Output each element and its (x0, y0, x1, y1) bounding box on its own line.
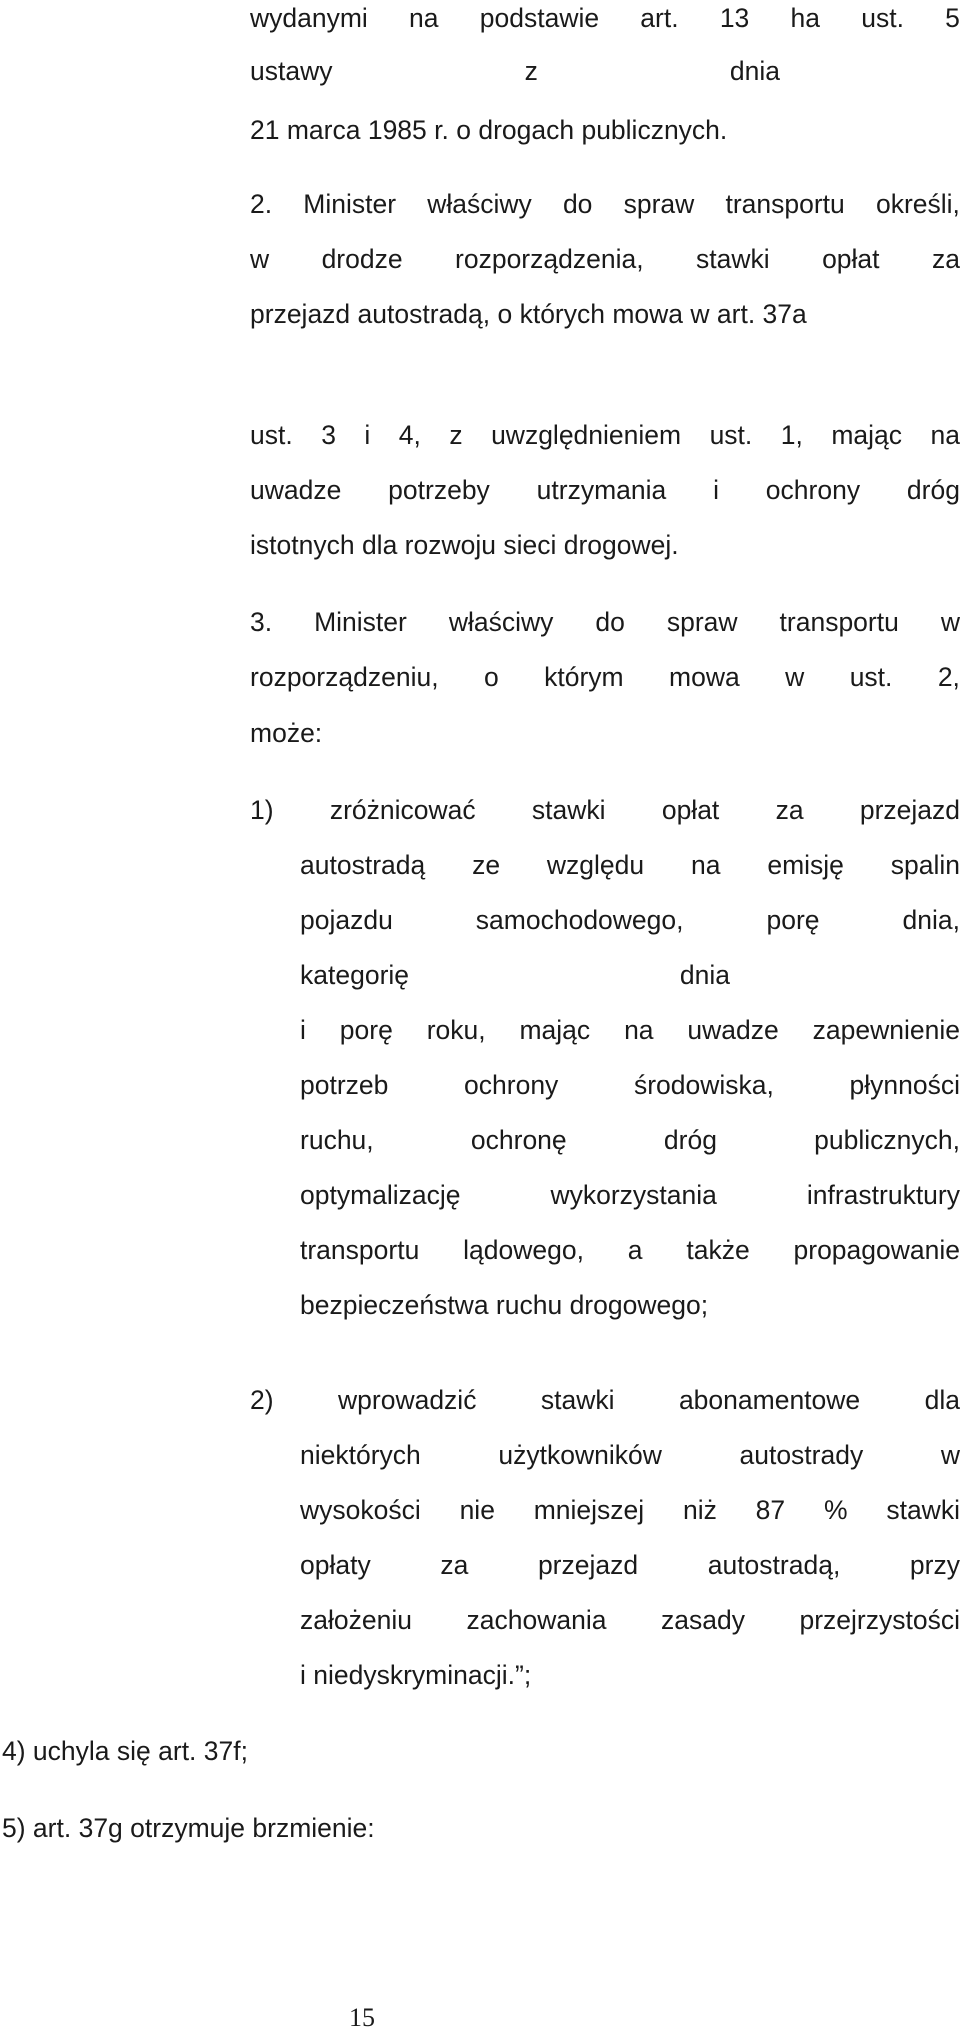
word: 2. (250, 189, 273, 219)
text-line (250, 5, 960, 32)
word: stawki (540, 1385, 615, 1415)
text-line (300, 1237, 960, 1264)
word: porę (339, 1015, 393, 1045)
word: ustawy (250, 56, 333, 86)
word: i (300, 1015, 306, 1045)
word: Minister (314, 607, 407, 637)
text-line (250, 664, 960, 691)
word: abonamentowe (678, 1385, 861, 1415)
word: za (775, 795, 804, 825)
text-line (300, 1442, 960, 1469)
word: porę (766, 905, 820, 935)
word: mając (519, 1015, 591, 1045)
word: potrzeby (388, 475, 490, 505)
word: płynności (849, 1070, 960, 1100)
word: 4, (398, 420, 421, 450)
word: publicznych, (814, 1125, 960, 1155)
word: infrastruktury (806, 1180, 960, 1210)
word: na (691, 850, 721, 880)
word: określi, (875, 189, 960, 219)
word: propagowanie (793, 1235, 960, 1265)
text-line: przejazd autostradą, o których mowa w art. 37a (250, 299, 807, 329)
text-line: 21 marca 1985 r. o drogach publicznych. (250, 115, 728, 145)
word: rozporządzeniu, (250, 662, 439, 692)
word: ze (472, 850, 501, 880)
word: 5 (945, 3, 960, 33)
word: autostradą (300, 850, 426, 880)
word: na (409, 3, 439, 33)
text-line: 4) uchyla się art. 37f; (2, 1736, 248, 1766)
word: dnia (679, 960, 730, 990)
word: w (250, 244, 270, 274)
word: kategorię (300, 960, 410, 990)
word: 2) (250, 1385, 274, 1415)
word: zapewnienie (812, 1015, 960, 1045)
word: nie (459, 1495, 495, 1525)
word: 3. (250, 607, 273, 637)
word: drodze (321, 244, 403, 274)
page-number: 15 (349, 2003, 375, 2032)
word: do (562, 189, 593, 219)
text-line (250, 191, 960, 218)
word: mniejszej (533, 1495, 645, 1525)
text-line (250, 477, 960, 504)
word: zachowania (466, 1605, 607, 1635)
word: przy (909, 1550, 960, 1580)
word: transportu (300, 1235, 420, 1265)
word: niż (682, 1495, 717, 1525)
word: wysokości (300, 1495, 421, 1525)
text-line (250, 1387, 960, 1414)
word: założeniu (300, 1605, 412, 1635)
word: ust. (250, 420, 293, 450)
word: stawki (531, 795, 606, 825)
text-line (250, 609, 960, 636)
word: emisję (767, 850, 844, 880)
word: niektórych (300, 1440, 421, 1470)
word: spalin (890, 850, 960, 880)
word: uwadze (250, 475, 342, 505)
word: opłat (661, 795, 720, 825)
word: ust. (709, 420, 753, 450)
word: właściwy (427, 189, 532, 219)
word: 87 (755, 1495, 786, 1525)
word: za (440, 1550, 469, 1580)
word: właściwy (448, 607, 554, 637)
word: przejrzystości (799, 1605, 960, 1635)
text-line (300, 1072, 960, 1099)
text-line (300, 962, 730, 989)
word: i (364, 420, 371, 450)
word: optymalizację (300, 1180, 461, 1210)
text-line: istotnych dla rozwoju sieci drogowej. (250, 530, 679, 560)
word: wydanymi (250, 3, 368, 33)
text-line (250, 58, 780, 85)
word: roku, (426, 1015, 486, 1045)
text-line (250, 797, 960, 824)
word: do (595, 607, 625, 637)
word: przejazd (537, 1550, 639, 1580)
word: ochrony (765, 475, 861, 505)
word: 3 (321, 420, 336, 450)
word: i (713, 475, 719, 505)
word: także (686, 1235, 750, 1265)
word: transportu (779, 607, 899, 637)
word: rozporządzenia, (455, 244, 644, 274)
word: wykorzystania (550, 1180, 717, 1210)
word: mowa (669, 662, 740, 692)
word: spraw (623, 189, 695, 219)
text-line: bezpieczeństwa ruchu drogowego; (300, 1290, 709, 1320)
word: podstawie (479, 3, 600, 33)
word: o (483, 662, 499, 692)
word: zróżnicować (329, 795, 476, 825)
word: 1, (780, 420, 803, 450)
word: na (930, 420, 960, 450)
word: stawki (886, 1495, 960, 1525)
word: mając (831, 420, 903, 450)
word: opłat (822, 244, 880, 274)
word: dnia (729, 56, 780, 86)
word: 2, (937, 662, 960, 692)
text-line (300, 1497, 960, 1524)
word: pojazdu (300, 905, 393, 935)
word: dróg (906, 475, 960, 505)
text-line (300, 907, 960, 934)
word: ust. (849, 662, 893, 692)
word: użytkowników (498, 1440, 662, 1470)
word: ha (790, 3, 820, 33)
word: % (823, 1495, 848, 1525)
text-line (300, 1607, 960, 1634)
word: w (785, 662, 805, 692)
text-line (300, 1182, 960, 1209)
word: uwzględnieniem (491, 420, 682, 450)
word: uwadze (687, 1015, 779, 1045)
text-line: i niedyskryminacji.”; (300, 1660, 532, 1690)
word: ochrony (464, 1070, 559, 1100)
text-line (250, 246, 960, 273)
word: art. (640, 3, 679, 33)
word: wprowadzić (338, 1385, 477, 1415)
word: potrzeb (300, 1070, 389, 1100)
word: autostradą, (707, 1550, 841, 1580)
word: lądowego, (463, 1235, 584, 1265)
word: a (627, 1235, 643, 1265)
word: względu (546, 850, 645, 880)
word: w (940, 607, 960, 637)
word: utrzymania (536, 475, 667, 505)
word: za (931, 244, 960, 274)
word: dróg (663, 1125, 717, 1155)
word: ust. (861, 3, 904, 33)
text-line (300, 1017, 960, 1044)
word: przejazd (859, 795, 960, 825)
word: na (624, 1015, 654, 1045)
word: 1) (250, 795, 274, 825)
word: 13 (719, 3, 750, 33)
word: samochodowego, (475, 905, 684, 935)
word: ruchu, (300, 1125, 374, 1155)
word: stawki (696, 244, 770, 274)
text-line (250, 422, 960, 449)
word: ochronę (470, 1125, 567, 1155)
word: z (524, 56, 538, 86)
word: opłaty (300, 1550, 371, 1580)
text-line: może: (250, 718, 323, 748)
word: dla (924, 1385, 960, 1415)
word: zasady (660, 1605, 745, 1635)
word: którym (544, 662, 624, 692)
word: z (449, 420, 463, 450)
word: autostrady (739, 1440, 864, 1470)
text-line (300, 852, 960, 879)
word: dnia, (902, 905, 960, 935)
word: spraw (666, 607, 738, 637)
word: środowiska, (633, 1070, 774, 1100)
text-line (300, 1552, 960, 1579)
text-line (300, 1127, 960, 1154)
word: w (940, 1440, 960, 1470)
text-line: 5) art. 37g otrzymuje brzmienie: (2, 1813, 375, 1843)
word: transportu (725, 189, 845, 219)
word: Minister (303, 189, 397, 219)
